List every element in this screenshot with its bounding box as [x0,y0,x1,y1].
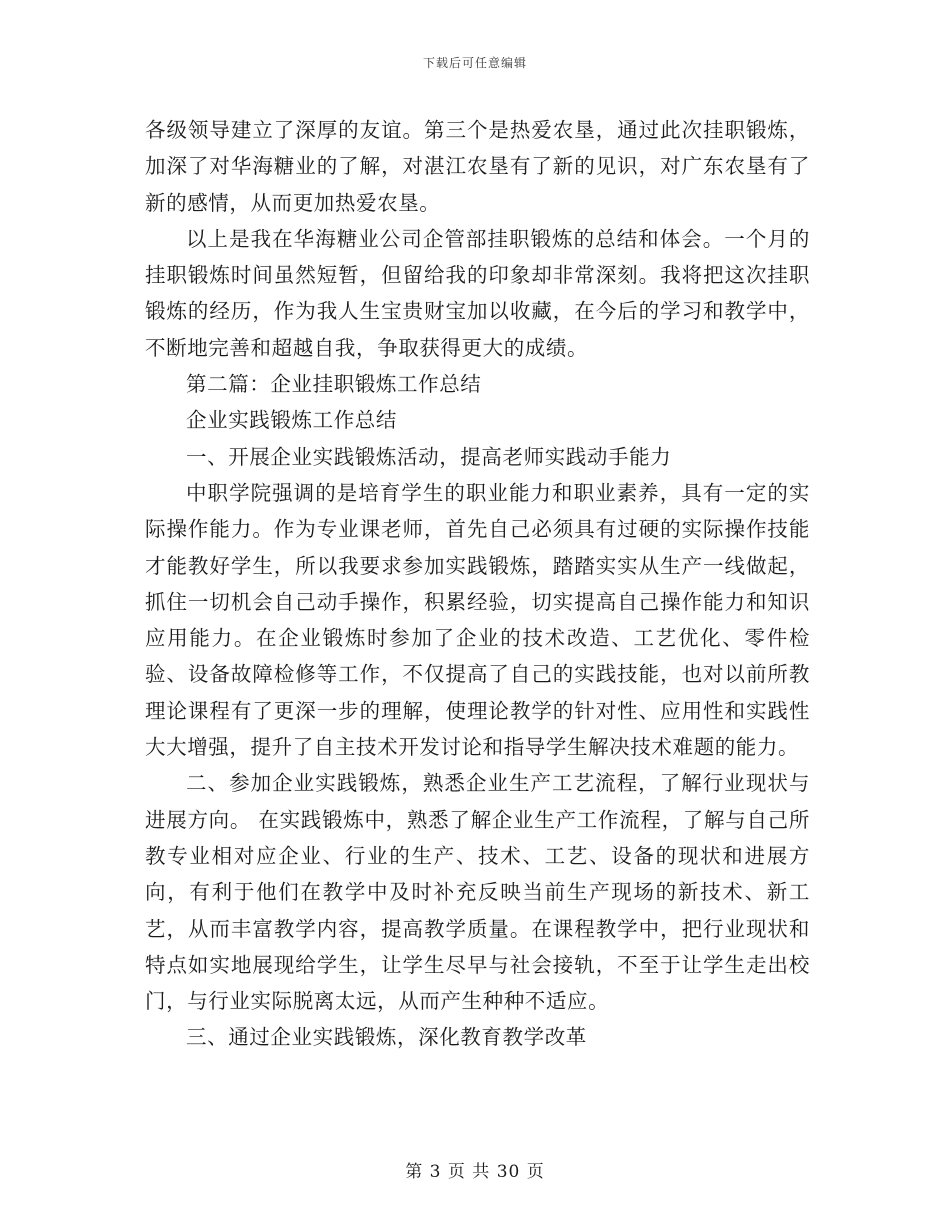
paragraph: 各级领导建立了深厚的友谊。第三个是热爱农垦，通过此次挂职锻炼，加深了对华海糖业的了解，对湛江农垦有了新的见识，对广东农垦有了新的感情，从而更加热爱农垦。 [145,118,810,215]
page-footer: 第 3 页 共 30 页 [405,1162,545,1182]
document-body [145,112,810,1056]
paragraph: 二、参加企业实践锻炼，熟悉企业生产工艺流程，了解行业现状与进展方向。 在实践锻炼中，熟悉了解企业生产工作流程，了解与自己所教专业相对应企业、行业的生产、技术、工艺、设备的现状和进展方向，有利于他们在教学中及时补充反映当前生产现场的新技术、新工艺，从而丰富教学内容，提高教学质量。在课程教学中，把行业现状和特点如实地展现给学生，让学生尽早与社会接轨，不至于让学生走出校门，与行业实际脱离太远，从而产生种种不适应。 [145,771,810,1014]
paragraph: 中职学院强调的是培育学生的职业能力和职业素养，具有一定的实际操作能力。作为专业课老师，首先自己必须具有过硬的实际操作技能才能教好学生，所以我要求参加实践锻炼，踏踏实实从生产一线做起，抓住一切机会自己动手操作，积累经验，切实提高自己操作能力和知识应用能力。在企业锻炼时参加了企业的技术改造、工艺优化、零件检验、设备故障检修等工作，不仅提高了自己的实践技能，也对以前所教理论课程有了更深一步的理解，使理论教学的针对性、应用性和实践性大大增强，提升了自主技术开发讨论和指导学生解决技术难题的能力。 [145,480,810,760]
section-heading: 企业实践锻炼工作总结 [186,408,397,433]
section-heading: 三、通过企业实践锻炼，深化教育教学改革 [186,1025,587,1050]
page-header: 下载后可任意编辑 [422,56,527,70]
paragraph: 以上是我在华海糖业公司企管部挂职锻炼的总结和体会。一个月的挂职锻炼时间虽然短暂，但留给我的印象却非常深刻。我将把这次挂职锻炼的经历，作为我人生宝贵财宝加以收藏，在今后的学习和教学中，不断地完善和超越自我，争取获得更大的成绩。 [145,226,810,360]
section-heading: 第二篇：企业挂职锻炼工作总结 [186,372,482,397]
section-heading: 一、开展企业实践锻炼活动，提高老师实践动手能力 [186,444,672,469]
